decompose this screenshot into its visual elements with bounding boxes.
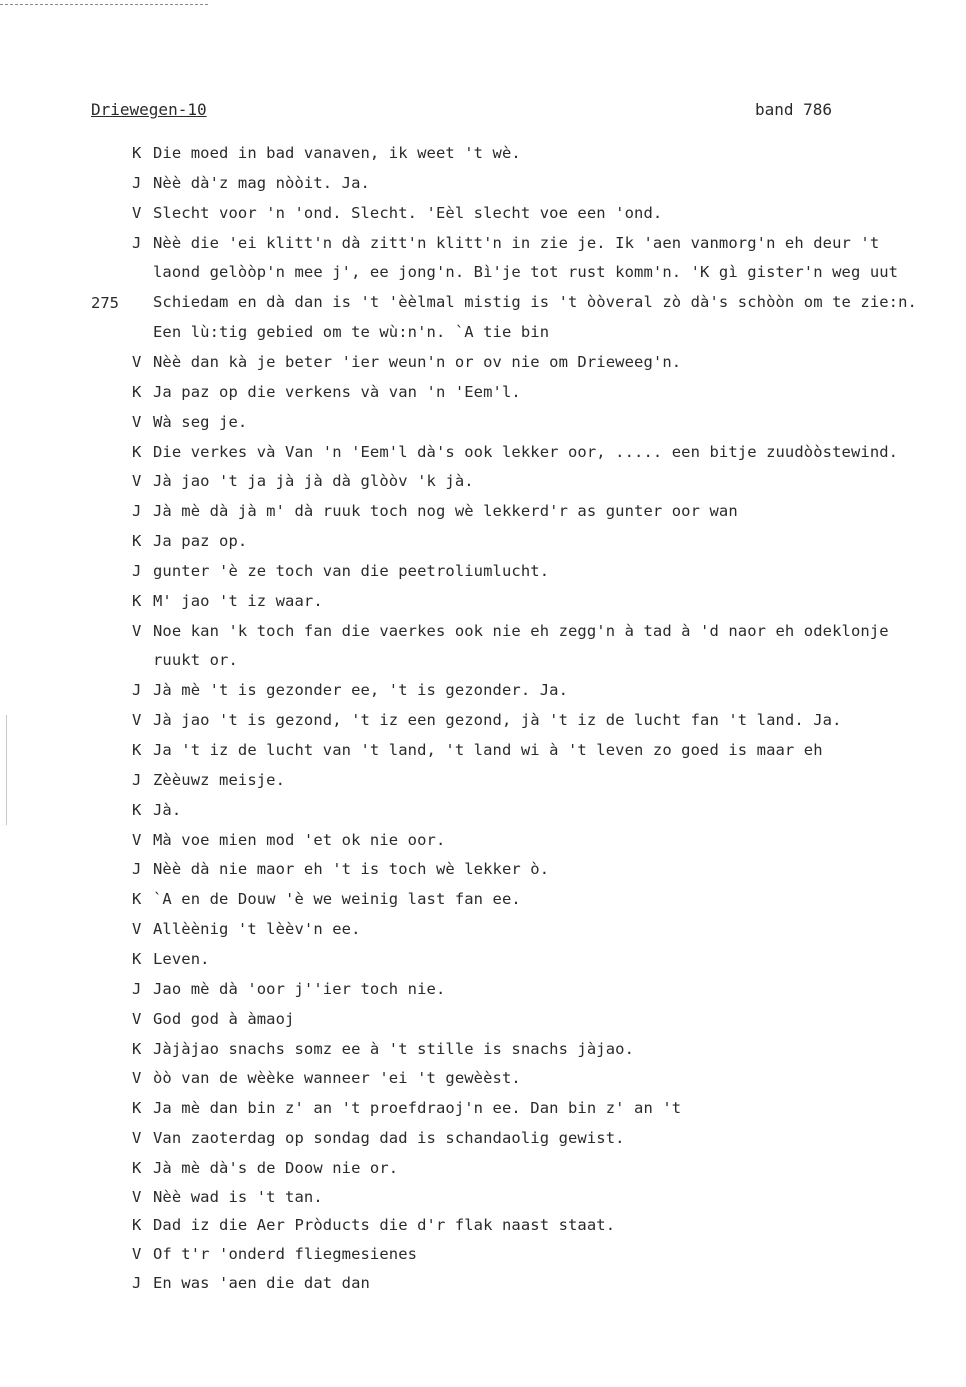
transcript-line xyxy=(0,1214,966,1236)
speaker-label: V xyxy=(132,1010,142,1028)
transcript-line xyxy=(0,1186,966,1208)
utterance-text: En was 'aen die dat dan xyxy=(153,1274,370,1292)
transcript-line xyxy=(0,500,966,522)
transcript-line xyxy=(0,799,966,821)
transcript-line xyxy=(0,381,966,403)
utterance-text: laond gelòòp'n mee j', ee jong'n. Bì'je tot rust komm'n. 'K gì gister'n weg uut xyxy=(153,263,899,281)
utterance-text: Jà mè dà jà m' dà ruuk toch nog wè lekkerd'r as gunter oor wan xyxy=(153,502,738,520)
utterance-text: Noe kan 'k toch fan die vaerkes ook nie eh zegg'n à tad à 'd naor eh odeklonje xyxy=(153,622,889,640)
speaker-label: V xyxy=(132,920,142,938)
speaker-label: K xyxy=(132,1159,142,1177)
utterance-text: Nèè dan kà je beter 'ier weun'n or ov nie om Drieweeg'n. xyxy=(153,353,682,371)
transcript-line xyxy=(0,858,966,880)
speaker-label: J xyxy=(132,771,142,789)
transcript-line xyxy=(0,769,966,791)
speaker-label: J xyxy=(132,502,142,520)
utterance-text: Ja mè dan bin z' an 't proefdraoj'n ee. Dan bin z' an 't xyxy=(153,1099,682,1117)
transcript-line xyxy=(0,351,966,373)
utterance-text: Een lù:tig gebied om te wù:n'n. `A tie bin xyxy=(153,323,550,341)
utterance-text: Slecht voor 'n 'ond. Slecht. 'Eèl slecht voe een 'ond. xyxy=(153,204,663,222)
transcript-line xyxy=(0,978,966,1000)
utterance-text: Die moed in bad vanaven, ik weet 't wè. xyxy=(153,144,521,162)
transcript-line xyxy=(0,1127,966,1149)
speaker-label: K xyxy=(132,144,142,162)
transcript-line xyxy=(0,679,966,701)
transcript-line xyxy=(0,1008,966,1030)
speaker-label: K xyxy=(132,890,142,908)
utterance-text: Jà jao 't is gezond, 't iz een gezond, jà 't iz de lucht fan 't land. Ja. xyxy=(153,711,842,729)
transcript-line xyxy=(0,620,966,642)
utterance-text: gunter 'è ze toch van die peetroliumlucht. xyxy=(153,562,550,580)
transcript-line xyxy=(0,590,966,612)
transcript-line xyxy=(0,261,966,283)
speaker-label: V xyxy=(132,1129,142,1147)
transcript-line xyxy=(0,1067,966,1089)
utterance-text: Ja 't iz de lucht van 't land, 't land wi à 't leven zo goed is maar eh xyxy=(153,741,823,759)
utterance-text: Dad iz die Aer Pròducts die d'r flak naast staat. xyxy=(153,1216,616,1234)
speaker-label: J xyxy=(132,860,142,878)
transcript-line xyxy=(0,530,966,552)
transcript-line xyxy=(0,1038,966,1060)
tape-number: band 786 xyxy=(755,100,833,119)
speaker-label: K xyxy=(132,741,142,759)
transcript-line xyxy=(0,709,966,731)
utterance-text: Ja paz op. xyxy=(153,532,248,550)
speaker-label: V xyxy=(132,353,142,371)
utterance-text: Van zaoterdag op sondag dad is schandaolig gewist. xyxy=(153,1129,625,1147)
utterance-text: òò van de wèèke wanneer 'ei 't gewèèst. xyxy=(153,1069,521,1087)
speaker-label: J xyxy=(132,174,142,192)
speaker-label: V xyxy=(132,1188,142,1206)
speaker-label: J xyxy=(132,1274,142,1292)
transcript-line xyxy=(0,441,966,463)
utterance-text: Leven. xyxy=(153,950,210,968)
utterance-text: Nèè wad is 't tan. xyxy=(153,1188,323,1206)
utterance-text: M' jao 't iz waar. xyxy=(153,592,323,610)
speaker-label: K xyxy=(132,592,142,610)
speaker-label: K xyxy=(132,950,142,968)
transcript-line xyxy=(0,739,966,761)
utterance-text: Jà. xyxy=(153,801,182,819)
utterance-text: Jà mè 't is gezonder ee, 't is gezonder. Ja. xyxy=(153,681,568,699)
utterance-text: Of t'r 'onderd fliegmesienes xyxy=(153,1245,418,1263)
speaker-label: K xyxy=(132,532,142,550)
transcript-line xyxy=(0,560,966,582)
speaker-label: V xyxy=(132,831,142,849)
utterance-text: Nèè dà'z mag nòòit. Ja. xyxy=(153,174,370,192)
utterance-text: Die verkes và Van 'n 'Eem'l dà's ook lekker oor, ..... een bitje zuudòòstewind. xyxy=(153,443,899,461)
transcript-line xyxy=(0,142,966,164)
transcript-line xyxy=(0,321,966,343)
speaker-label: J xyxy=(132,234,142,252)
speaker-label: V xyxy=(132,413,142,431)
transcript-line xyxy=(0,918,966,940)
utterance-text: Ja paz op die verkens và van 'n 'Eem'l. xyxy=(153,383,521,401)
speaker-label: V xyxy=(132,472,142,490)
speaker-label: K xyxy=(132,383,142,401)
utterance-text: Nèè dà nie maor eh 't is toch wè lekker ò. xyxy=(153,860,550,878)
transcript-line xyxy=(0,470,966,492)
speaker-label: V xyxy=(132,1245,142,1263)
utterance-text: Jà mè dà's de Doow nie or. xyxy=(153,1159,399,1177)
transcript-line xyxy=(0,1243,966,1265)
transcript-line xyxy=(0,411,966,433)
utterance-text: Jà jao 't ja jà jà dà glòòv 'k jà. xyxy=(153,472,474,490)
speaker-label: V xyxy=(132,711,142,729)
transcript-line xyxy=(0,888,966,910)
transcript-line xyxy=(0,202,966,224)
transcript-line xyxy=(0,948,966,970)
utterance-text: Jao mè dà 'oor j''ier toch nie. xyxy=(153,980,446,998)
utterance-text: Jàjàjao snachs somz ee à 't stille is snachs jàjao. xyxy=(153,1040,635,1058)
margin-line-number: 275 xyxy=(91,294,119,312)
transcript-line xyxy=(0,291,966,313)
transcript-line xyxy=(0,232,966,254)
utterance-text: Mà voe mien mod 'et ok nie oor. xyxy=(153,831,446,849)
utterance-text: Zèèuwz meisje. xyxy=(153,771,286,789)
speaker-label: K xyxy=(132,1099,142,1117)
utterance-text: God god à àmaoj xyxy=(153,1010,295,1028)
speaker-label: V xyxy=(132,622,142,640)
utterance-text: ruukt or. xyxy=(153,651,238,669)
document-id: Driewegen-10 xyxy=(91,100,207,119)
speaker-label: K xyxy=(132,1040,142,1058)
transcript-line xyxy=(0,1272,966,1294)
utterance-text: Schiedam en dà dan is 't 'èèlmal mistig is 't òòveral zò dà's schòòn om te zie:n. xyxy=(153,293,917,311)
utterance-text: `A en de Douw 'è we weinig last fan ee. xyxy=(153,890,521,908)
transcript-line xyxy=(0,1157,966,1179)
speaker-label: J xyxy=(132,562,142,580)
speaker-label: J xyxy=(132,681,142,699)
scan-top-mark xyxy=(0,4,208,5)
utterance-text: Nèè die 'ei klitt'n dà zitt'n klitt'n in zie je. Ik 'aen vanmorg'n eh deur 't xyxy=(153,234,880,252)
speaker-label: K xyxy=(132,1216,142,1234)
utterance-text: Wà seg je. xyxy=(153,413,248,431)
speaker-label: V xyxy=(132,1069,142,1087)
speaker-label: V xyxy=(132,204,142,222)
transcript-line xyxy=(0,829,966,851)
speaker-label: K xyxy=(132,801,142,819)
speaker-label: K xyxy=(132,443,142,461)
transcript-line xyxy=(0,172,966,194)
speaker-label: J xyxy=(132,980,142,998)
utterance-text: Allèènig 't lèèv'n ee. xyxy=(153,920,361,938)
transcript-line xyxy=(0,1097,966,1119)
transcript-line xyxy=(0,649,966,671)
